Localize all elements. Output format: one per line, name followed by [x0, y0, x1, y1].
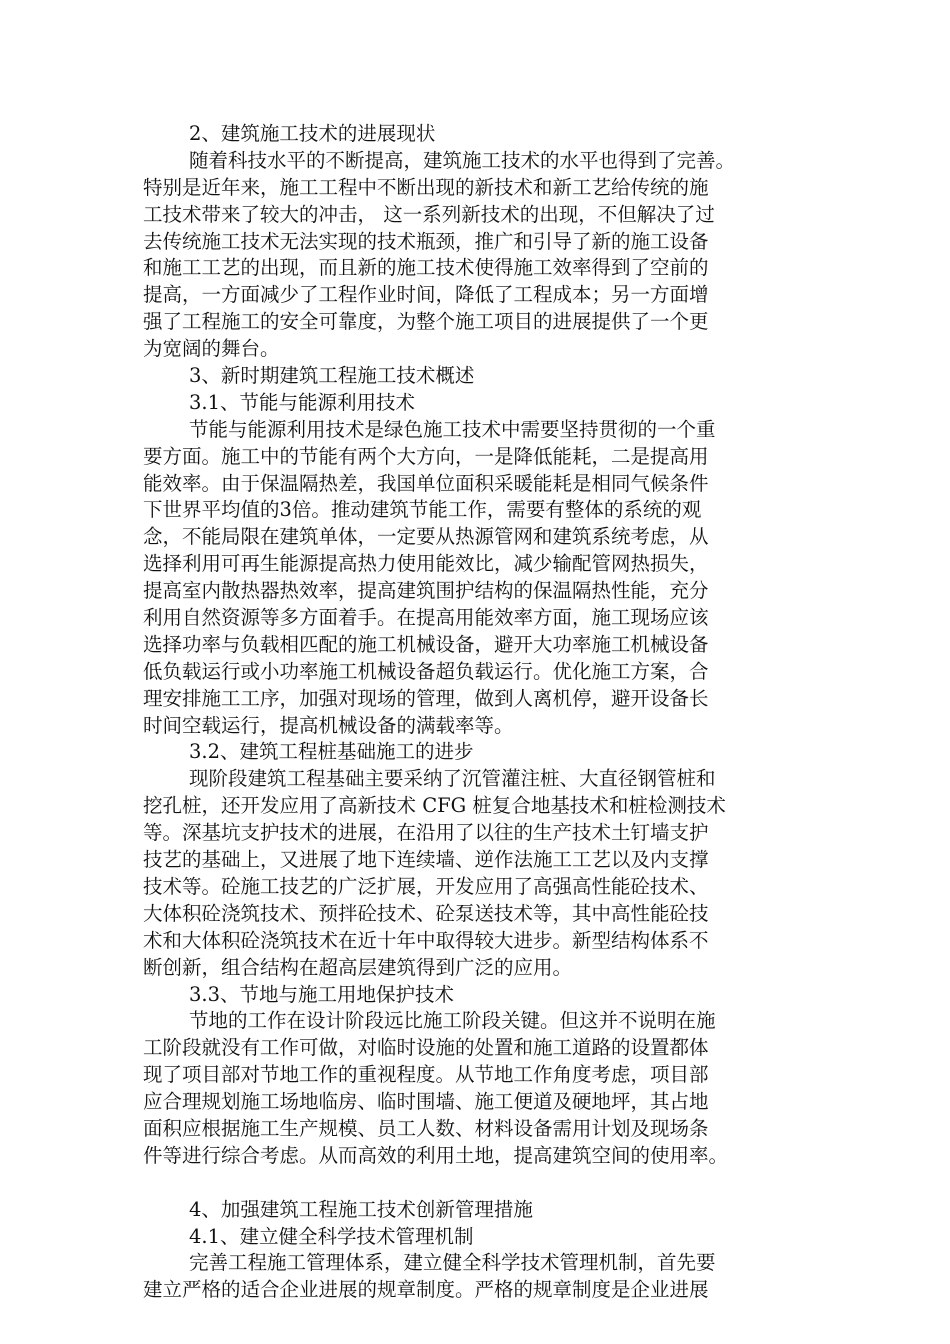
paragraph-line: 要方面。施工中的节能有两个大方向，一是降低能耗，二是提高用 [143, 444, 709, 468]
paragraph-line: 面积应根据施工生产规模、员工人数、材料设备需用计划及现场条 [143, 1116, 709, 1140]
paragraph-line: 技艺的基础上，又进展了地下连续墙、逆作法施工工艺以及内支撑 [143, 848, 709, 872]
paragraph-line: 强了工程施工的安全可靠度，为整个施工项目的进展提供了一个更 [143, 310, 709, 334]
section-heading-3: 3、新时期建筑工程施工技术概述 [189, 364, 475, 388]
paragraph-line: 等。深基坑支护技术的进展，在沿用了以往的生产技术土钉墙支护 [143, 821, 709, 845]
paragraph-line: 能效率。由于保温隔热差，我国单位面积采暖能耗是相同气候条件 [143, 471, 709, 495]
paragraph-line: 术和大体积砼浇筑技术在近十年中取得较大进步。新型结构体系不 [143, 928, 709, 952]
paragraph-line: 件等进行综合考虑。从而高效的利用土地，提高建筑空间的使用率。 [143, 1143, 729, 1167]
paragraph-line: 随着科技水平的不断提高，建筑施工技术的水平也得到了完善。 [189, 148, 736, 172]
paragraph-line: 特别是近年来，施工工程中不断出现的新技术和新工艺给传统的施 [143, 175, 709, 199]
paragraph-line: 念，不能局限在建筑单体，一定要从热源管网和建筑系统考虑，从 [143, 525, 709, 549]
document-body [143, 121, 807, 1304]
section-heading-2: 2、建筑施工技术的进展现状 [189, 122, 436, 145]
paragraph-line: 工阶段就没有工作可做，对临时设施的处置和施工道路的设置都体 [143, 1036, 709, 1060]
paragraph-line: 节地的工作在设计阶段远比施工阶段关键。但这并不说明在施 [189, 1009, 716, 1033]
paragraph-line: 提高室内散热器热效率，提高建筑围护结构的保温隔热性能，充分 [143, 579, 709, 603]
paragraph-line: 提高，一方面减少了工程作业时间，降低了工程成本；另一方面增 [143, 283, 709, 307]
paragraph-line: 去传统施工技术无法实现的技术瓶颈，推广和引导了新的施工设备 [143, 229, 709, 253]
paragraph-line: 工技术带来了较大的冲击， 这一系列新技术的出现，不但解决了过 [143, 202, 715, 226]
paragraph-line: 利用自然资源等多方面着手。在提高用能效率方面，施工现场应该 [143, 606, 709, 630]
section-heading-4: 4、加强建筑工程施工技术创新管理措施 [189, 1197, 533, 1221]
paragraph-line: 理安排施工工序，加强对现场的管理，做到人离机停，避开设备长 [143, 686, 709, 710]
section-heading-4-1: 4.1、建立健全科学技术管理机制 [189, 1224, 474, 1248]
paragraph-line: 选择利用可再生能源提高热力使用能效比，减少输配管网热损失， [143, 552, 709, 576]
paragraph-line: 和施工工艺的出现，而且新的施工技术使得施工效率得到了空前的 [143, 256, 709, 280]
paragraph-line: 挖孔桩，还开发应用了高新技术 CFG 桩复合地基技术和桩检测技术 [143, 794, 726, 818]
paragraph-line: 完善工程施工管理体系，建立健全科学技术管理机制，首先要 [189, 1251, 716, 1275]
paragraph-line: 现了项目部对节地工作的重视程度。从节地工作角度考虑，项目部 [143, 1063, 709, 1087]
paragraph-line: 建立严格的适合企业进展的规章制度。严格的规章制度是企业进展 [143, 1278, 709, 1302]
paragraph-line: 选择功率与负载相匹配的施工机械设备，避开大功率施工机械设备 [143, 632, 709, 656]
paragraph-line: 下世界平均值的3倍。推动建筑节能工作，需要有整体的系统的观 [143, 498, 702, 522]
paragraph-line: 节能与能源利用技术是绿色施工技术中需要坚持贯彻的一个重 [189, 417, 716, 441]
section-heading-3-1: 3.1、节能与能源利用技术 [189, 390, 416, 414]
paragraph-line: 大体积砼浇筑技术、预拌砼技术、砼泵送技术等，其中高性能砼技 [143, 901, 709, 925]
section-heading-3-2: 3.2、建筑工程桩基础施工的进步 [189, 740, 474, 764]
paragraph-line: 断创新，组合结构在超高层建筑得到广泛的应用。 [143, 955, 573, 979]
paragraph-line: 技术等。砼施工技艺的广泛扩展，开发应用了高强高性能砼技术、 [143, 874, 709, 898]
paragraph-line: 应合理规划施工场地临房、临时围墙、施工便道及硬地坪，其占地 [143, 1090, 709, 1114]
blank-line [143, 1170, 807, 1197]
paragraph-line: 低负载运行或小功率施工机械设备超负载运行。优化施工方案，合 [143, 659, 709, 683]
paragraph-line: 现阶段建筑工程基础主要采纳了沉管灌注桩、大直径钢管桩和 [189, 767, 716, 791]
paragraph-line: 为宽阔的舞台。 [143, 337, 280, 361]
section-heading-3-3: 3.3、节地与施工用地保护技术 [189, 982, 455, 1006]
paragraph-line: 时间空载运行，提高机械设备的满载率等。 [143, 713, 514, 737]
